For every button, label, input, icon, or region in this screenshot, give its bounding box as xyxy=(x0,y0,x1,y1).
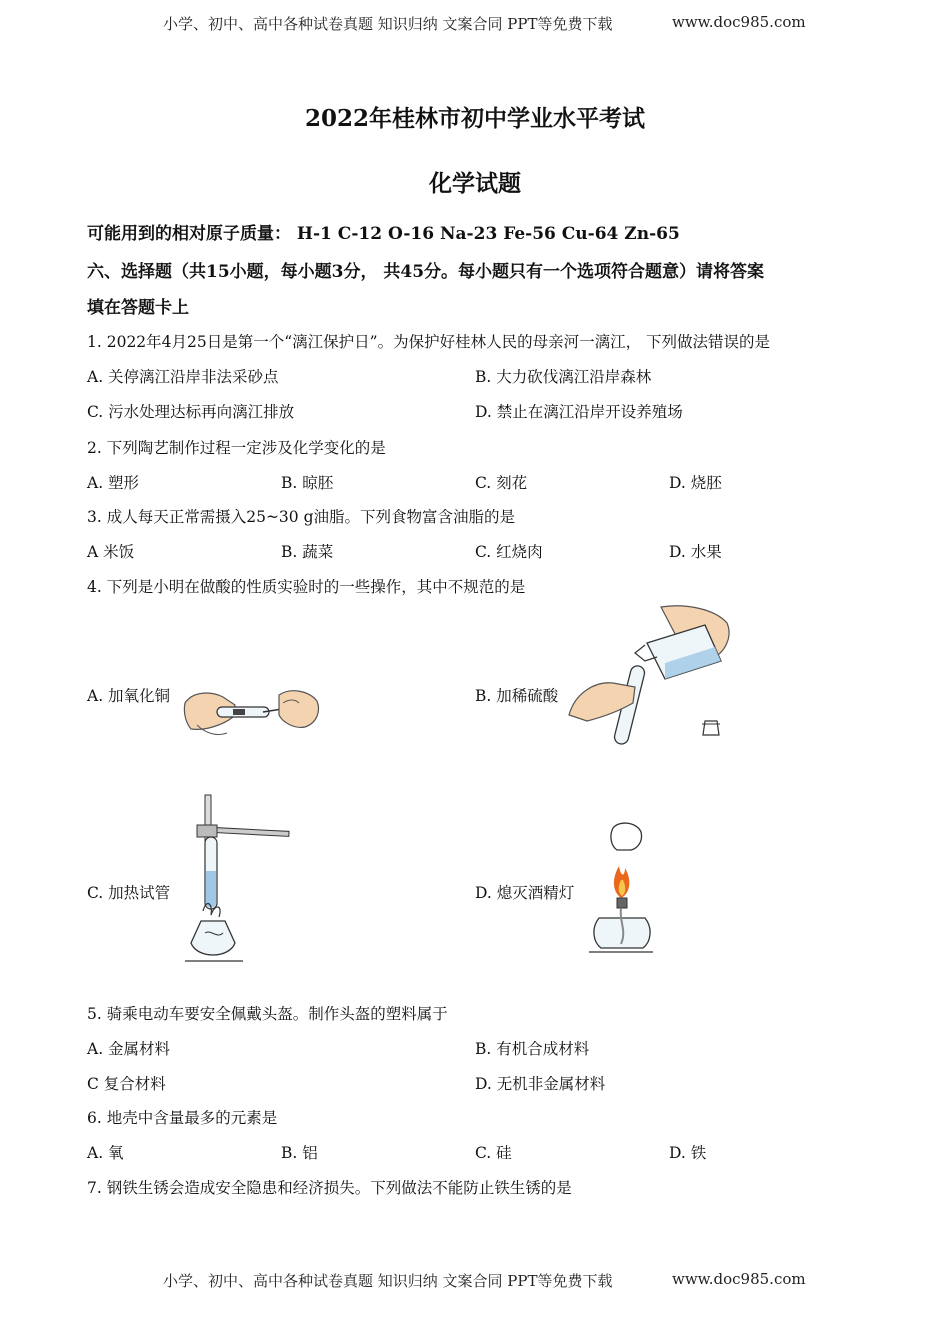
question-1-option-a[interactable]: A. 关停漓江沿岸非法采砂点 xyxy=(87,368,279,386)
question-6-option-c[interactable]: C. 硅 xyxy=(475,1144,512,1162)
add-copper-oxide-illustration xyxy=(183,683,323,743)
heat-test-tube-illustration xyxy=(183,793,293,965)
question-2-stem: 2. 下列陶艺制作过程一定涉及化学变化的是 xyxy=(87,439,386,457)
question-2-option-c[interactable]: C. 刻花 xyxy=(475,474,528,492)
section-instruction-line2: 填在答题卡上 xyxy=(87,298,189,318)
footer-url[interactable]: www.doc985.com xyxy=(672,1270,806,1288)
question-5-option-a[interactable]: A. 金属材料 xyxy=(87,1040,171,1058)
question-7-stem: 7. 钢铁生锈会造成安全隐患和经济损失。下列做法不能防止铁生锈的是 xyxy=(87,1179,572,1197)
question-3-option-c[interactable]: C. 红烧肉 xyxy=(475,543,543,561)
atomic-masses: 可能用到的相对原子质量： H-1 C-12 O-16 Na-23 Fe-56 Cu-64 Zn-65 xyxy=(87,224,680,244)
question-1-stem: 1. 2022年4月25日是第一个“漓江保护日”。为保护好桂林人民的母亲河一漓江， 下列做法错误的是 xyxy=(87,333,771,351)
question-4-option-d[interactable]: D. 熄灭酒精灯 xyxy=(475,884,575,902)
question-4-option-c[interactable]: C. 加热试管 xyxy=(87,884,171,902)
question-6-option-d[interactable]: D. 铁 xyxy=(669,1144,707,1162)
question-5-option-d[interactable]: D. 无机非金属材料 xyxy=(475,1075,606,1093)
question-1-option-b[interactable]: B. 大力砍伐漓江沿岸森林 xyxy=(475,368,652,386)
question-3-option-a[interactable]: A 米饭 xyxy=(87,543,135,561)
question-4-option-a[interactable]: A. 加氧化铜 xyxy=(87,687,171,705)
section-instruction-line1: 六、选择题（共15小题，每小题3分， 共45分。每小题只有一个选项符合题意）请将答案 xyxy=(87,262,765,282)
question-2-option-a[interactable]: A. 塑形 xyxy=(87,474,140,492)
question-3-stem: 3. 成人每天正常需摄入25~30 g油脂。下列食物富含油脂的是 xyxy=(87,508,515,526)
question-2-option-b[interactable]: B. 晾胚 xyxy=(281,474,334,492)
question-5-stem: 5. 骑乘电动车要安全佩戴头盔。制作头盔的塑料属于 xyxy=(87,1005,448,1023)
question-2-option-d[interactable]: D. 烧胚 xyxy=(669,474,722,492)
question-1-option-c[interactable]: C. 污水处理达标再向漓江排放 xyxy=(87,403,295,421)
question-4-stem: 4. 下列是小明在做酸的性质实验时的一些操作，其中不规范的是 xyxy=(87,578,526,596)
question-1-option-d[interactable]: D. 禁止在漓江沿岸开设养殖场 xyxy=(475,403,683,421)
question-3-option-d[interactable]: D. 水果 xyxy=(669,543,722,561)
question-6-stem: 6. 地壳中含量最多的元素是 xyxy=(87,1109,278,1127)
footer-site-text: 小学、初中、高中各种试卷真题 知识归纳 文案合同 PPT等免费下载 xyxy=(163,1272,613,1290)
page-title: 2022年桂林市初中学业水平考试 xyxy=(304,105,645,132)
question-4-option-b[interactable]: B. 加稀硫酸 xyxy=(475,687,559,705)
question-3-option-b[interactable]: B. 蔬菜 xyxy=(281,543,334,561)
question-5-option-b[interactable]: B. 有机合成材料 xyxy=(475,1040,590,1058)
extinguish-alcohol-lamp-illustration xyxy=(585,818,655,958)
question-6-option-a[interactable]: A. 氧 xyxy=(87,1144,124,1162)
header-url[interactable]: www.doc985.com xyxy=(672,13,806,31)
header-site-text: 小学、初中、高中各种试卷真题 知识归纳 文案合同 PPT等免费下载 xyxy=(163,15,613,33)
question-6-option-b[interactable]: B. 铝 xyxy=(281,1144,318,1162)
question-5-option-c[interactable]: C 复合材料 xyxy=(87,1075,166,1093)
page-subtitle: 化学试题 xyxy=(429,170,521,197)
add-dilute-sulfuric-acid-illustration xyxy=(565,603,735,753)
